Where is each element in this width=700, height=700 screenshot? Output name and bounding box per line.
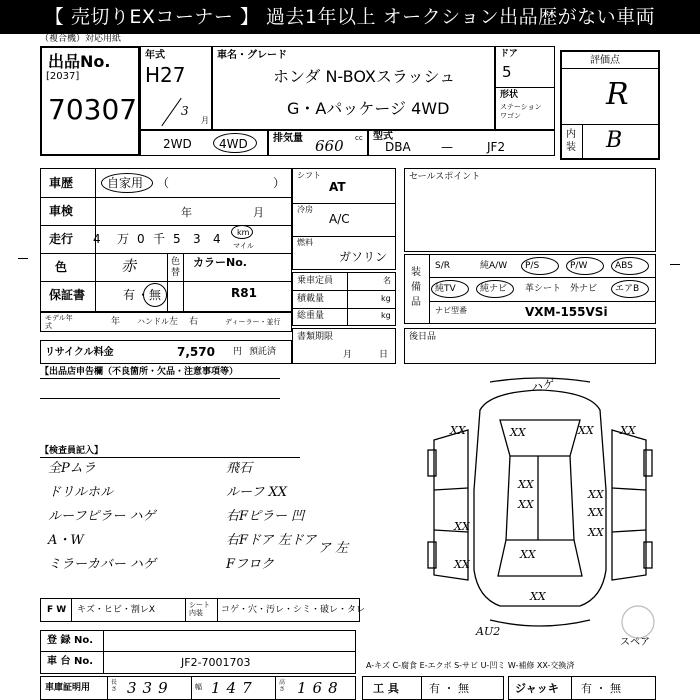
seller-report-line bbox=[40, 398, 280, 399]
equipment-circle bbox=[566, 257, 604, 275]
inspector-note: Fフロク bbox=[226, 557, 275, 572]
tools-label: 工 具 bbox=[373, 682, 399, 695]
doors-value: 5 bbox=[502, 63, 512, 81]
length-value: 339 bbox=[127, 679, 174, 697]
score-divider bbox=[562, 68, 658, 69]
inspector-note: 全Pムラ bbox=[48, 461, 96, 476]
fw-label: F W bbox=[47, 605, 67, 615]
tools-value: 有 ・ 無 bbox=[429, 682, 469, 695]
capacity-unit: 名 bbox=[383, 276, 391, 285]
displacement-label: 排気量 bbox=[273, 133, 303, 144]
mileage-label: 走行 bbox=[49, 232, 74, 246]
equipment-box bbox=[404, 254, 656, 324]
drive-circle bbox=[213, 133, 257, 153]
model-year-label: モデル年式 bbox=[45, 314, 73, 330]
drive-cell bbox=[140, 130, 268, 156]
car-name-label: 車名・グレード bbox=[217, 50, 287, 61]
diagram-mark: XX bbox=[520, 548, 536, 561]
recycle-status: 預託済 bbox=[249, 347, 277, 357]
sales-point-box bbox=[404, 168, 656, 252]
model-year-unit: 年 bbox=[111, 317, 121, 327]
length-label: 長さ bbox=[111, 679, 118, 693]
width-value: 147 bbox=[211, 679, 258, 697]
diagram-mark: XX bbox=[518, 478, 534, 491]
chassis-label: 車 台 No. bbox=[47, 656, 94, 667]
inspector-note: 飛石 bbox=[226, 461, 253, 476]
score-value: R bbox=[606, 77, 629, 112]
model-cell bbox=[368, 130, 555, 156]
year-month: 3 bbox=[181, 104, 189, 118]
equipment-circle bbox=[521, 257, 559, 275]
shape-value: ステーション ワゴン bbox=[500, 103, 542, 121]
score-box bbox=[560, 50, 660, 160]
recycle-row bbox=[40, 340, 292, 364]
inspector-notes-label: 【検査員記入】 bbox=[40, 446, 104, 456]
mileage-unit-mile: マイル bbox=[233, 242, 254, 250]
later-items-label: 後日品 bbox=[409, 332, 437, 342]
equipment-item: S/R bbox=[435, 261, 450, 271]
shape-label: 形状 bbox=[500, 90, 519, 100]
seller-report-underline bbox=[40, 378, 280, 379]
diagram-mark: XX bbox=[588, 506, 604, 519]
equipment-item: 純TV bbox=[435, 284, 456, 294]
model-year-row bbox=[40, 312, 292, 332]
inspection-year-unit: 年 bbox=[181, 206, 192, 219]
equipment-item: 純ナビ bbox=[480, 284, 508, 294]
damage-legend: A-キズ C-腐食 E-エクボ S-サビ U-凹ミ W-補修 XX-交換済 bbox=[366, 661, 575, 670]
color-value: 赤 bbox=[121, 257, 137, 275]
fw-items: キズ・ヒビ・割レX bbox=[77, 605, 155, 615]
mileage-unit-sen: 千 bbox=[153, 232, 166, 246]
diagram-note-bottom: AU2 bbox=[476, 625, 501, 638]
model-label: 型式 bbox=[373, 131, 393, 142]
diagram-mark: XX bbox=[450, 424, 466, 437]
interior-value: B bbox=[606, 128, 623, 153]
inspector-note: ドリルホル bbox=[48, 485, 114, 500]
defect-row bbox=[40, 598, 366, 622]
warranty-dot: ・ bbox=[137, 288, 150, 302]
mileage-digit-5: 4 bbox=[213, 232, 221, 246]
drive-2wd: 2WD bbox=[163, 137, 192, 151]
lot-code: [2037] bbox=[46, 71, 80, 82]
inspector-note: ミラーカバー ハゲ bbox=[48, 557, 156, 572]
handle-right: 右 bbox=[189, 317, 199, 327]
page-header: 【 売切りEXコーナー 】 過去1年以上 オークション出品歴がない車両 bbox=[0, 0, 700, 34]
lot-box bbox=[40, 46, 140, 156]
score-label: 評価点 bbox=[590, 55, 620, 66]
expiry-month-unit: 月 bbox=[343, 350, 353, 360]
margin-tick-left bbox=[18, 258, 28, 259]
aircon-value: A/C bbox=[329, 212, 350, 226]
chassis-value: JF2-7001703 bbox=[181, 656, 251, 669]
equipment-item: 純A/W bbox=[480, 261, 508, 271]
mileage-unit-man: 万 bbox=[117, 232, 130, 246]
expiry-label: 書類期限 bbox=[297, 332, 334, 342]
later-items-box bbox=[404, 328, 656, 364]
dimensions-row bbox=[40, 676, 356, 700]
diagram-mark: XX bbox=[620, 424, 636, 437]
paper-note: （複合機）対応用紙 bbox=[40, 34, 122, 44]
expiry-day-unit: 日 bbox=[379, 350, 389, 360]
jack-value: 有 ・ 無 bbox=[581, 682, 621, 695]
weight-unit: kg bbox=[381, 311, 391, 320]
margin-tick-right bbox=[670, 264, 680, 265]
history-value: 自家用 bbox=[107, 176, 144, 190]
diagram-mark: XX bbox=[578, 424, 594, 437]
car-diagram bbox=[410, 370, 670, 650]
inspection-label: 車検 bbox=[49, 204, 74, 218]
drive-4wd: 4WD bbox=[219, 137, 248, 151]
doors-label: ドア bbox=[500, 49, 518, 59]
expiry-cell bbox=[292, 328, 396, 364]
capacity-label: 乗車定員 bbox=[297, 276, 334, 286]
load-unit: kg bbox=[381, 294, 391, 303]
color-change-label: 色替 bbox=[171, 257, 181, 278]
inspector-notes-underline bbox=[40, 457, 300, 458]
fuel-value: ガソリン bbox=[339, 250, 388, 264]
doors-cell bbox=[495, 46, 555, 130]
equipment-item: ABS bbox=[615, 261, 633, 271]
interior-sep bbox=[582, 124, 583, 158]
diagram-mark: XX bbox=[454, 558, 470, 571]
info-table bbox=[40, 168, 292, 312]
diagram-note-top: ハゲ bbox=[528, 376, 556, 396]
warranty-label: 保証書 bbox=[49, 288, 86, 302]
registration-label: 登 録 No. bbox=[47, 635, 94, 646]
tools-cell bbox=[362, 676, 504, 700]
year-month-unit: 月 bbox=[201, 116, 209, 125]
model-code: JF2 bbox=[487, 140, 506, 154]
equipment-circle bbox=[611, 257, 649, 275]
equipment-circle bbox=[476, 280, 514, 298]
height-value: 168 bbox=[297, 679, 344, 697]
car-name-line1: ホンダ N-BOXスラッシュ bbox=[273, 67, 456, 86]
mileage-digit-3: 5 bbox=[173, 232, 181, 246]
warranty-yes: 有 bbox=[123, 288, 136, 302]
equipment-item: エアB bbox=[615, 284, 640, 294]
navi-model: VXM-155VSi bbox=[525, 305, 608, 319]
car-name-cell bbox=[212, 46, 495, 130]
diagram-mark: XX bbox=[510, 426, 526, 439]
mileage-km-circle bbox=[231, 225, 253, 239]
inspector-note: 右Fドア 左ドア bbox=[226, 533, 317, 548]
aircon-label: 冷房 bbox=[297, 205, 313, 214]
jack-cell bbox=[508, 676, 656, 700]
year-value: H27 bbox=[145, 63, 186, 87]
mileage-digit-2: 0 bbox=[137, 232, 145, 246]
jack-label: ジャッキ bbox=[515, 682, 559, 695]
shift-value: AT bbox=[329, 180, 346, 194]
recycle-amount: 7,570 bbox=[177, 345, 215, 359]
dealer-option: ディーラー・並行 bbox=[225, 318, 281, 326]
dimensions-label: 車庫証明用 bbox=[45, 683, 91, 693]
inspection-month-unit: 月 bbox=[253, 206, 264, 219]
mileage-unit-km: km bbox=[237, 228, 250, 237]
capacity-cells bbox=[292, 272, 396, 326]
height-label: 高さ bbox=[279, 679, 286, 693]
color-no-value: R81 bbox=[231, 286, 257, 300]
recycle-label: リサイクル料金 bbox=[45, 347, 114, 358]
mileage-digit-4: 3 bbox=[193, 232, 201, 246]
equipment-item: 革シート bbox=[525, 284, 562, 294]
spare-label: スペア bbox=[620, 637, 650, 648]
lot-number: 70307 bbox=[48, 93, 138, 126]
interior-label: 内装 bbox=[566, 129, 576, 153]
weight-label: 総重量 bbox=[297, 311, 325, 321]
color-label: 色 bbox=[55, 260, 68, 274]
warranty-no: 無 bbox=[149, 288, 162, 302]
history-paren-open: （ bbox=[157, 176, 170, 190]
navi-label: ナビ型番 bbox=[435, 306, 467, 315]
registration-box bbox=[40, 630, 356, 674]
inspector-note: A・W bbox=[48, 533, 84, 548]
mileage-digit-1: 4 bbox=[93, 232, 101, 246]
diagram-mark: XX bbox=[588, 526, 604, 539]
fuel-label: 燃料 bbox=[297, 238, 313, 247]
equipment-label: 装備品 bbox=[411, 267, 421, 308]
interior-defect-label: シート内装 bbox=[189, 601, 210, 617]
recycle-unit: 円 bbox=[233, 347, 243, 357]
displacement-value: 660 bbox=[315, 137, 344, 155]
displacement-cell bbox=[268, 130, 368, 156]
equipment-item: P/S bbox=[525, 261, 540, 271]
model-dash: — bbox=[441, 140, 453, 154]
year-slash bbox=[161, 98, 181, 126]
warranty-circle bbox=[143, 283, 167, 307]
load-label: 積載量 bbox=[297, 294, 325, 304]
width-label: 幅 bbox=[195, 683, 202, 691]
history-paren-close: ） bbox=[273, 176, 286, 190]
year-label: 年式 bbox=[145, 50, 165, 61]
equipment-circle bbox=[611, 280, 649, 298]
diagram-mark: XX bbox=[530, 590, 546, 603]
inspector-note: ルーフ XX bbox=[226, 485, 287, 500]
displacement-unit: cc bbox=[355, 134, 363, 142]
spec-cells bbox=[292, 168, 396, 270]
handle-label: ハンドル bbox=[137, 317, 169, 326]
color-no-label: カラーNo. bbox=[193, 256, 247, 269]
interior-defect-items: コゲ・穴・汚レ・シミ・破レ・タレ bbox=[221, 605, 366, 615]
note-side-mark: ア 左 bbox=[318, 541, 349, 556]
year-cell bbox=[140, 46, 212, 130]
equipment-item: P/W bbox=[570, 261, 588, 271]
history-label: 車歴 bbox=[49, 176, 74, 190]
shift-label: シフト bbox=[297, 171, 321, 180]
sales-point-label: セールスポイント bbox=[409, 172, 481, 182]
equipment-item: 外ナビ bbox=[570, 284, 598, 294]
seller-report-label: 【出品店申告欄（不良箇所・欠品・注意事項等） bbox=[40, 367, 239, 377]
lot-label: 出品No. bbox=[48, 52, 111, 71]
diagram-mark: XX bbox=[518, 498, 534, 511]
history-circle bbox=[101, 173, 153, 193]
handle-left: 左 bbox=[169, 317, 179, 327]
interior-divider bbox=[562, 124, 658, 125]
doors-divider bbox=[496, 87, 554, 88]
inspector-note: ルーフピラー ハゲ bbox=[48, 509, 156, 524]
diagram-mark: XX bbox=[588, 488, 604, 501]
car-name-line2: G・Aパッケージ 4WD bbox=[287, 99, 450, 118]
diagram-mark: XX bbox=[454, 520, 470, 533]
inspector-note: 右Fピラー 凹 bbox=[226, 509, 305, 524]
model-prefix: DBA bbox=[385, 140, 411, 154]
equipment-circle bbox=[431, 280, 469, 298]
